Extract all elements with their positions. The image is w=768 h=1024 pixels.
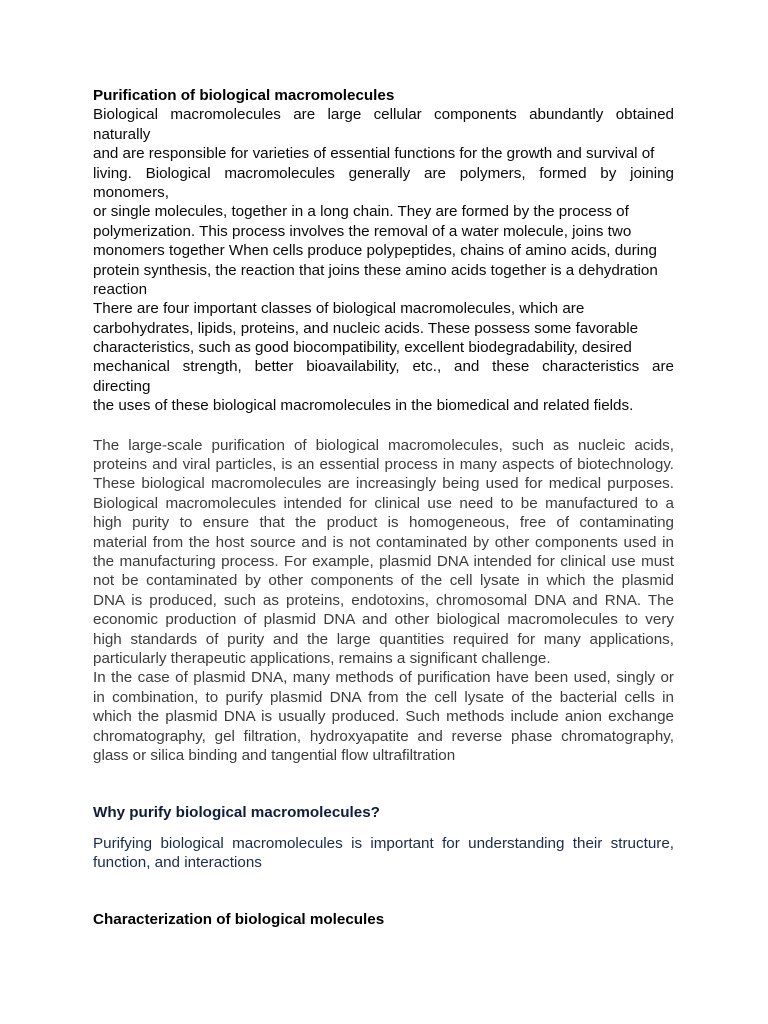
section-why-purify (93, 803, 674, 872)
paragraph-line: Biological macromolecules intended for clinical use need to be manufactured to a (93, 494, 674, 512)
paragraph-line: high purity to ensure that the product is homogeneous, free of contaminating (93, 514, 674, 532)
paragraph-line: particularly therapeutic applications, remains a significant challenge. (93, 649, 551, 667)
paragraph-line: The large-scale purification of biological macromolecules, such as nucleic acids, (93, 436, 674, 454)
paragraph-line: characteristics, such as good biocompatibility, excellent biodegradability, desired (93, 339, 632, 357)
paragraph-line: directing (93, 377, 151, 395)
paragraph-line: chromatography, gel filtration, hydroxyapatite and reverse phase chromatography, (93, 727, 674, 745)
paragraph-line: proteins and viral particles, is an essential process in many aspects of biotechnology. (93, 456, 674, 474)
paragraph-line: monomers, (93, 183, 169, 201)
paragraph-line: which the plasmid DNA is usually produced. Such methods include anion exchange (93, 708, 674, 726)
paragraph-line: protein synthesis, the reaction that joins these amino acids together is a dehydration (93, 261, 658, 279)
paragraph-line: naturally (93, 125, 151, 143)
paragraph-line: not be contaminated by other components of the cell lysate in which the plasmid (93, 572, 674, 590)
paragraph-line: the manufacturing process. For example, plasmid DNA intended for clinical use must (93, 552, 674, 570)
section-characterization (93, 910, 674, 929)
paragraph-line: reaction (93, 280, 148, 298)
paragraph-line: Purifying biological macromolecules is important for understanding their structure, (93, 834, 674, 852)
paragraph-line: These biological macromolecules are increasingly being used for medical purposes. (93, 475, 674, 493)
paragraph-line: high standards of purity and the large quantities required for many applications, (93, 630, 674, 648)
paragraph-line: monomers together When cells produce polypeptides, chains of amino acids, during (93, 242, 657, 260)
paragraph-line: polymerization. This process involves the removal of a water molecule, joins two (93, 222, 632, 240)
section-large-scale (93, 436, 674, 766)
paragraph-line: material from the host source and is not contaminated by other components used in (93, 533, 674, 551)
paragraph-line: the uses of these biological macromolecules in the biomedical and related fields. (93, 397, 634, 415)
paragraph-line: carbohydrates, lipids, proteins, and nucleic acids. These possess some favorable (93, 319, 639, 337)
section-heading: Purification of biological macromolecules (93, 87, 395, 104)
section-heading: Why purify biological macromolecules? (93, 804, 380, 822)
paragraph-line: glass or silica binding and tangential flow ultrafiltration (93, 746, 456, 764)
paragraph-line: economic production of plasmid DNA and other biological macromolecules to very (93, 611, 674, 629)
section-heading: Characterization of biological molecules (93, 911, 385, 929)
paragraph-line: or single molecules, together in a long chain. They are formed by the process of (93, 203, 629, 221)
paragraph-line: in combination, to purify plasmid DNA from the cell lysate of the bacterial cells in (93, 688, 674, 706)
paragraph-line: and are responsible for varieties of essential functions for the growth and survival of (93, 145, 655, 163)
paragraph-line: mechanical strength, better bioavailability, etc., and these characteristics are (93, 358, 674, 376)
paragraph-line: living. Biological macromolecules generally are polymers, formed by joining (93, 164, 674, 182)
paragraph-line: In the case of plasmid DNA, many methods of purification have been used, singly or (93, 669, 674, 687)
paragraph-line: There are four important classes of biological macromolecules, which are (93, 300, 585, 318)
paragraph-line: function, and interactions (93, 854, 262, 872)
section-purification (93, 86, 674, 416)
paragraph-line: Biological macromolecules are large cellular components abundantly obtained (93, 106, 674, 124)
paragraph-line: DNA is produced, such as proteins, endotoxins, chromosomal DNA and RNA. The (93, 591, 674, 609)
